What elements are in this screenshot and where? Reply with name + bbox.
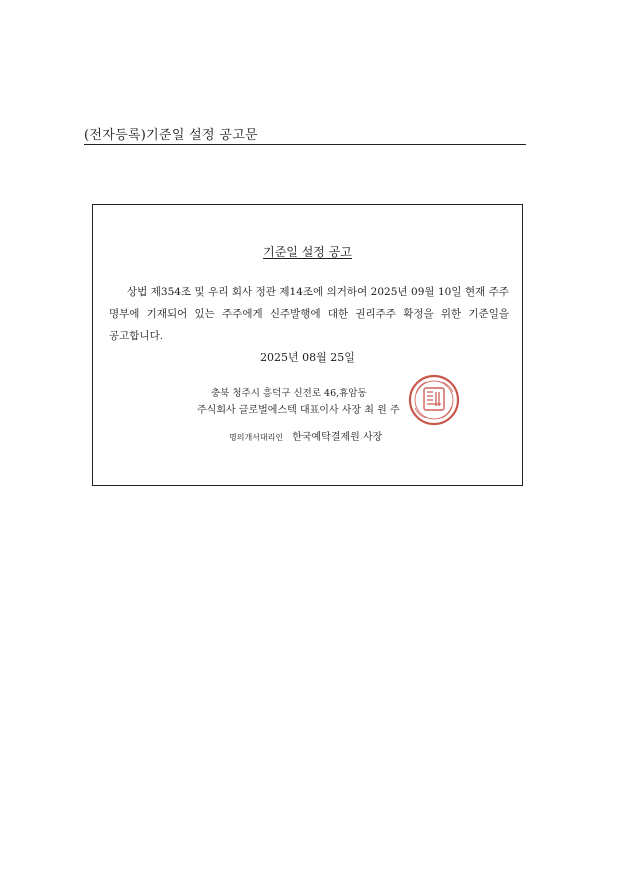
transfer-agent-name: 한국예탁결제원 사장 (292, 432, 383, 443)
company-seal-icon (407, 373, 461, 427)
company-representative: 주식회사 글로벌에스텍 대표이사 사장 최 원 주 (197, 405, 400, 416)
notice-date: 2025년 08월 25일 (260, 351, 355, 364)
notice-body (109, 281, 509, 347)
notice-heading-text: 기준일 설정 공고 (263, 245, 352, 259)
transfer-agent-label: 명의개서대리인 (229, 433, 284, 442)
transfer-agent (229, 425, 382, 444)
notice-body-line: 상법 제354조 및 우리 회사 정관 제14조에 의거하여 2025년 09월 10일 현재 주주 (127, 286, 509, 298)
notice-box (92, 204, 523, 486)
notice-body-line: 공고합니다. (109, 330, 164, 342)
page-title: (전자등록)기준일 설정 공고문 (84, 128, 258, 143)
notice-heading (93, 243, 522, 260)
notice-body-line: 명부에 기재되어 있는 주주에게 신주발행에 대한 권리주주 확정을 위한 기준일을 (109, 308, 509, 320)
company-address: 충북 청주시 흥덕구 신전로 46,휴암동 (211, 388, 367, 399)
title-divider (84, 144, 526, 145)
